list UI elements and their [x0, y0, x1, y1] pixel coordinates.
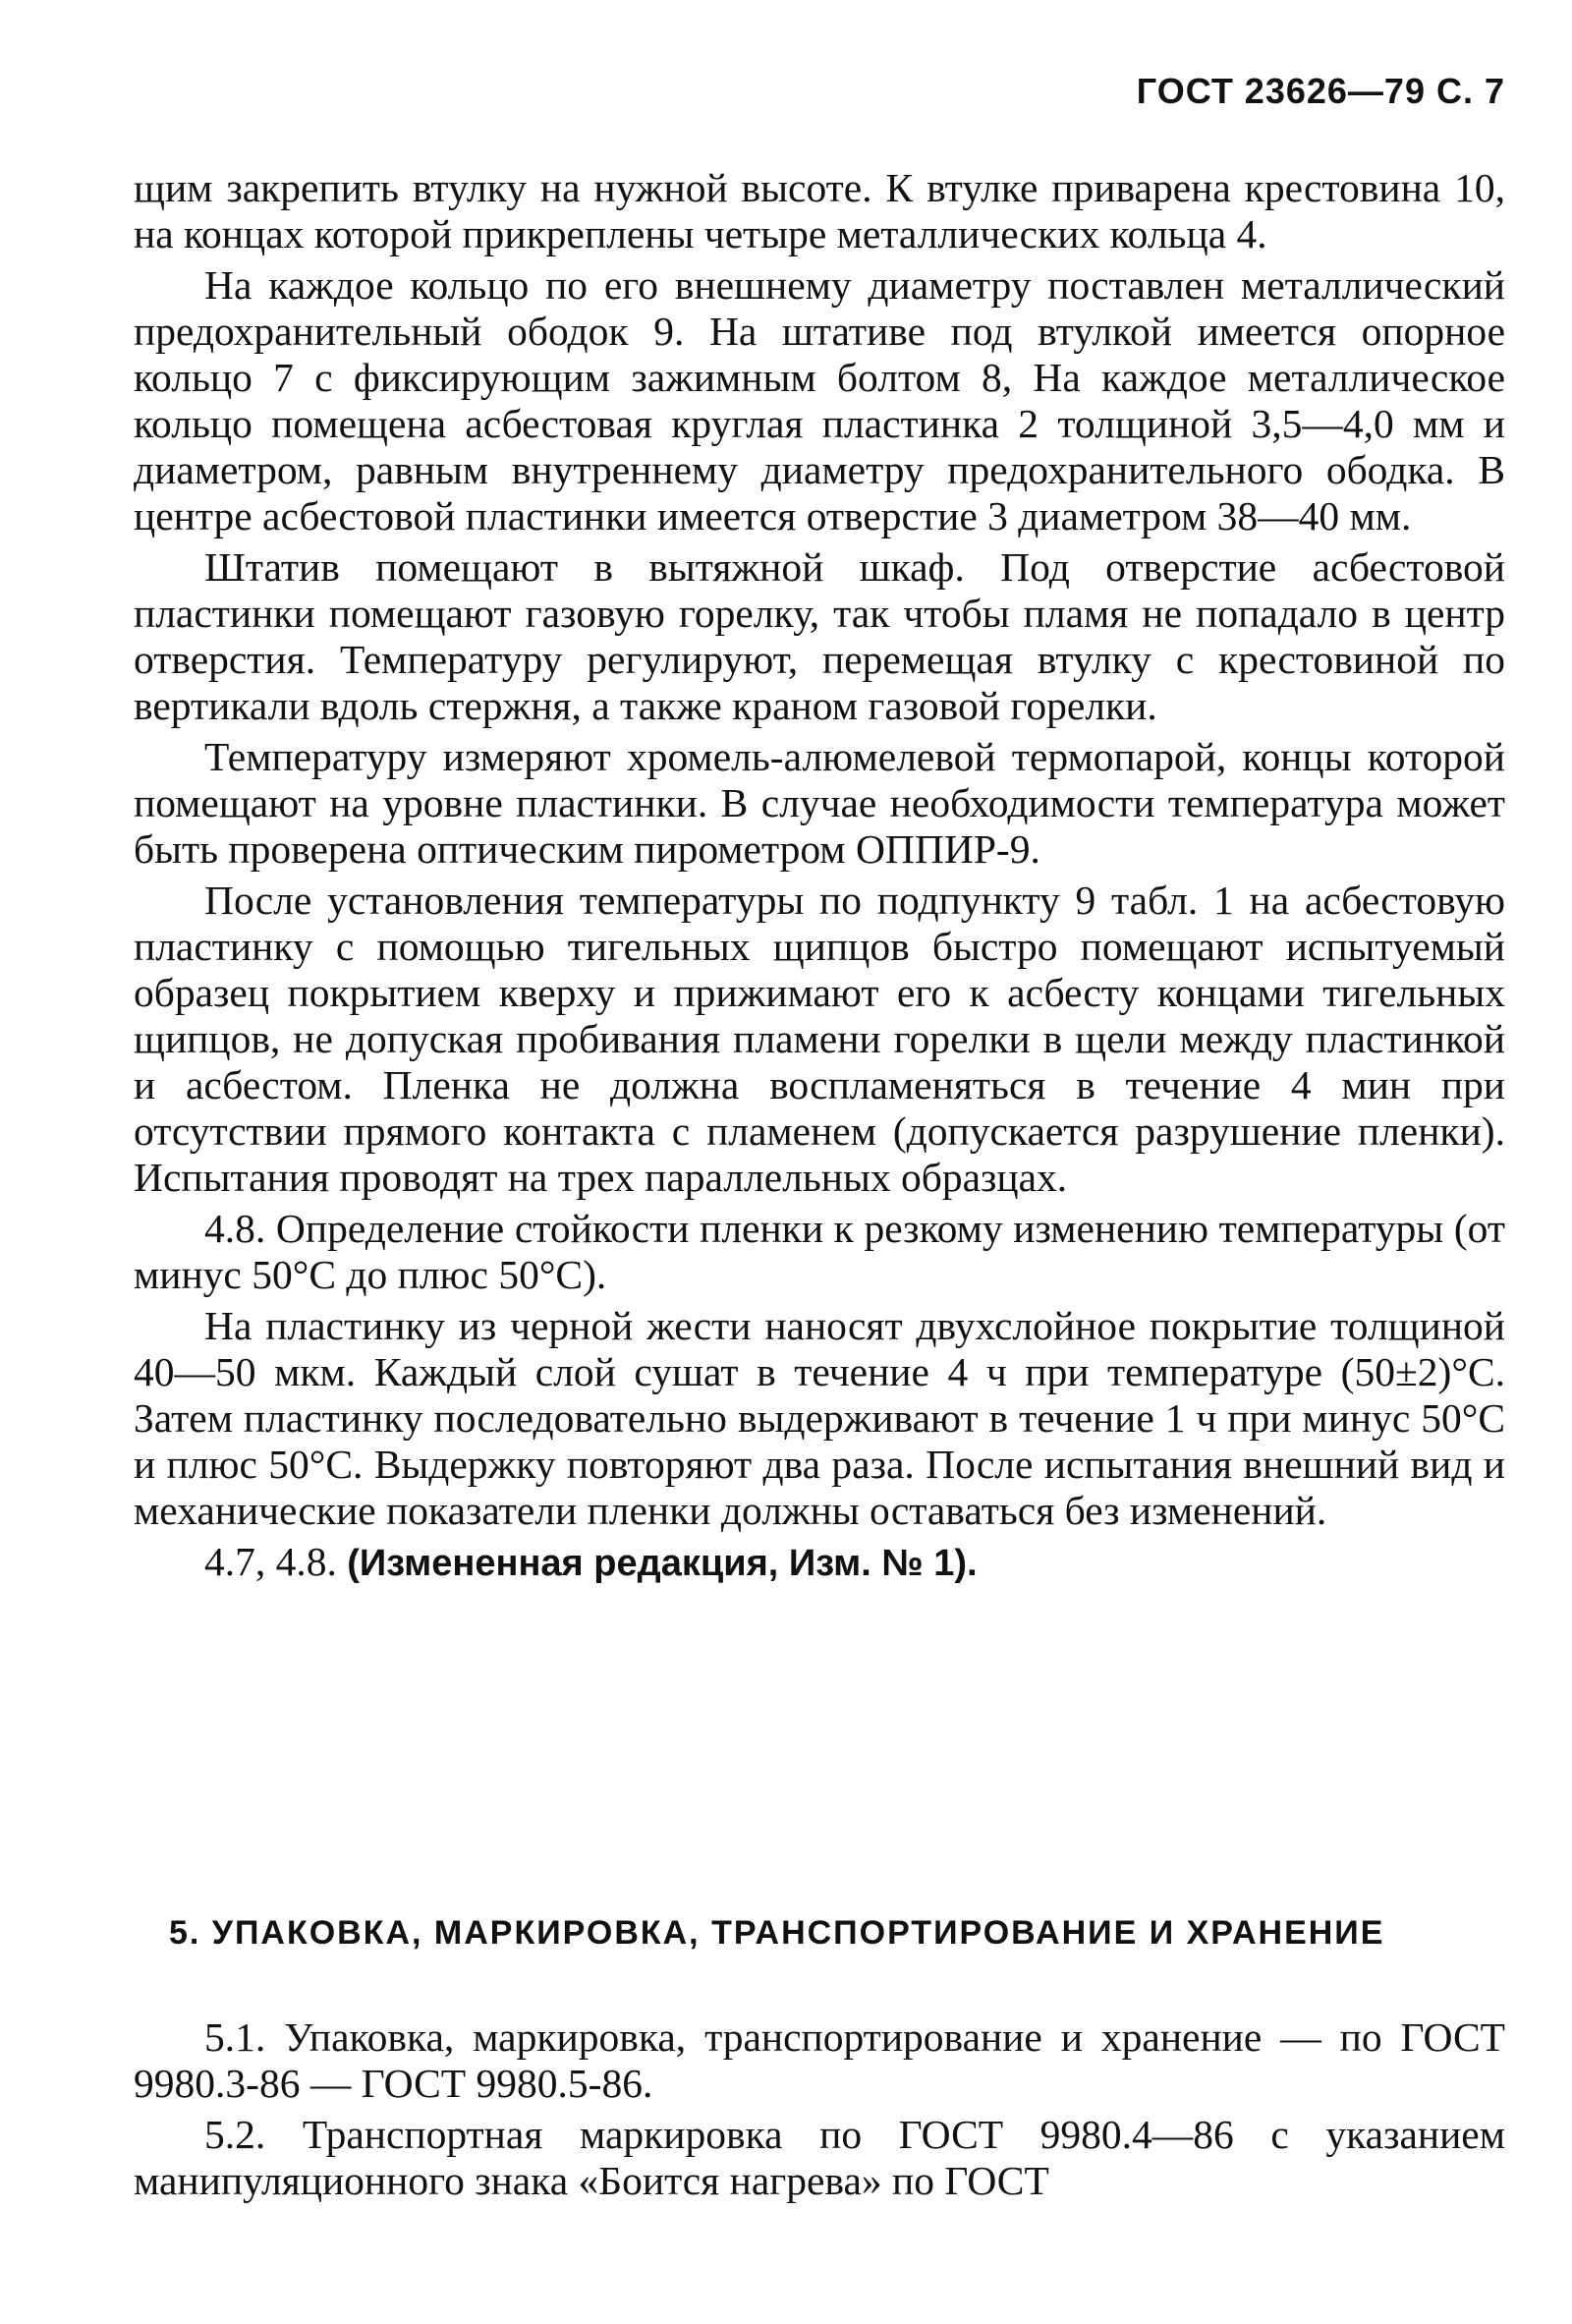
paragraph-4-8-heading: 4.8. Определение стойкости пленки к резкому изменению температуры (от минус 50°С до плюс 50°С).: [134, 1206, 1505, 1297]
amendment-text: (Измененная редакция, Изм. № 1).: [347, 1543, 978, 1584]
amendment-ref: 4.7, 4.8.: [204, 1539, 337, 1584]
paragraph-ring-setup: На каждое кольцо по его внешнему диаметру поставлен металлический предохранительный ободок 9. На штативе под втулкой имеется опорное кольцо 7 с фиксирующим зажимным болтом 8, На каждое металлическое кольцо помещена асбестовая круглая пластинка 2 толщиной 3,5—4,0 мм и диаметром, равным внутреннему диаметру предохранительного ободка. В центре асбестовой пластинки имеется отверстие 3 диаметром 38—40 мм.: [134, 262, 1505, 538]
paragraph-tripod: Штатив помещают в вытяжной шкаф. Под отверстие асбестовой пластинки помещают газовую горелку, так чтобы пламя не попадало в центр отверстия. Температуру регулируют, перемещая втулку с крестовиной по вертикали вдоль стержня, а также краном газовой горелки.: [134, 544, 1505, 728]
paragraph-temperature-measure: Температуру измеряют хромель-алюмелевой термопарой, концы которой помещают на уровне пластинки. В случае необходимости температура может быть проверена оптическим пирометром ОППИР-9.: [134, 734, 1505, 872]
document-body: [134, 165, 1505, 1592]
amendment-note: [134, 1539, 1505, 1587]
section-body: [134, 2014, 1505, 2209]
paragraph-test-procedure: После установления температуры по подпункту 9 табл. 1 на асбестовую пластинку с помощью тигельных щипцов быстро помещают испытуемый образец покрытием кверху и прижимают его к асбесту концами тигельных щипцов, не допуская пробивания пламени горелки в щели между пластинкой и асбестом. Пленка не должна воспламеняться в течение 4 мин при отсутствии прямого контакта с пламенем (допускается разрушение пленки). Испытания проводят на трех параллельных образцах.: [134, 878, 1505, 1200]
section-item-5-2: 5.2. Транспортная маркировка по ГОСТ 9980.4—86 с указанием манипуляционного знака «Боится нагрева» по ГОСТ: [134, 2112, 1505, 2203]
paragraph-continuation: щим закрепить втулку на нужной высоте. К втулке приварена крестовина 10, на концах которой прикреплены четыре металлических кольца 4.: [134, 165, 1505, 256]
section-title: 5. УПАКОВКА, МАРКИРОВКА, ТРАНСПОРТИРОВАНИЕ И ХРАНЕНИЕ: [169, 1914, 1385, 1952]
paragraph-4-8-body: На пластинку из черной жести наносят двухслойное покрытие толщиной 40—50 мкм. Каждый слой сушат в течение 4 ч при температуре (50±2)°С. Затем пластинку последовательно выдерживают в течение 1 ч при минус 50°С и плюс 50°С. Выдержку повторяют два раза. После испытания внешний вид и механические показатели пленки должны оставаться без изменений.: [134, 1303, 1505, 1533]
page-header: ГОСТ 23626—79 С. 7: [1136, 71, 1505, 111]
section-item-5-1: 5.1. Упаковка, маркировка, транспортирование и хранение — по ГОСТ 9980.3-86 — ГОСТ 9980.5-86.: [134, 2014, 1505, 2106]
